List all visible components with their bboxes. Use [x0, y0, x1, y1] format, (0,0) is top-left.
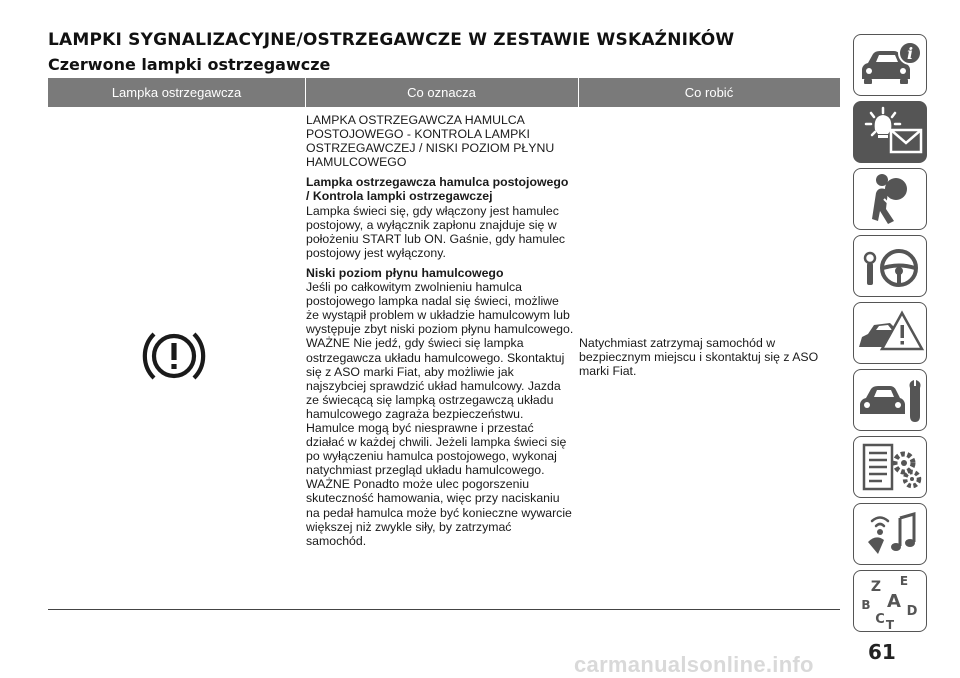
alphabetical-index-icon — [854, 571, 927, 632]
car-info-icon — [854, 35, 927, 96]
emergency-crash-icon — [854, 303, 927, 364]
tab-maintenance[interactable] — [853, 369, 927, 431]
tab-alphabetical-index[interactable] — [853, 570, 927, 632]
section-subtitle: Czerwone lampki ostrzegawcze — [48, 55, 331, 74]
meaning-heading: LAMPKA OSTRZEGAWCZA HAMULCA POSTOJOWEGO - KONTROLA LAMPKI OSTRZEGAWCZEJ / NISKI POZIOM PŁYNU HAMULCOWEGO — [306, 113, 555, 170]
table-header — [48, 78, 840, 107]
index-letter: Z — [870, 579, 882, 595]
section-title-parking-brake: Lampka ostrzegawcza hamulca postojowego / Kontrola lampki ostrzegawczej — [306, 175, 569, 204]
index-letter: E — [899, 574, 909, 588]
column-divider — [578, 78, 579, 107]
warning-text: WAŻNE Nie jedź, gdy świeci się lampka ostrzegawcza układu hamulcowego. Skontaktuj się z ASO marki Fiat, aby możliwie jak najszybciej sprawdzić układ hamulcowy. Jazda ze świecącą się lampką ostrzegawczą układu hamulcowego zagraża bezpieczeństwu. Hamulce mogą być niesprawne i przestać działać w każdej chwili. Jeżeli lampka świeci się po wyłączeniu hamulca postojowego, wykonaj natychmiast przegląd układu hamulcowego. — [306, 336, 567, 478]
meaning-section-parking-brake — [306, 175, 574, 260]
car-maintenance-icon — [854, 370, 927, 431]
meaning-section-brake-fluid — [306, 266, 574, 548]
index-letter: D — [906, 604, 918, 619]
index-letter: B — [861, 598, 871, 612]
index-letter: A — [887, 591, 901, 612]
index-letter: T — [885, 618, 895, 632]
index-letter: C — [875, 612, 885, 627]
page-number: 61 — [868, 640, 896, 664]
tab-safety[interactable] — [853, 168, 927, 230]
page-title: LAMPKI SYGNALIZACYJNE/OSTRZEGAWCZE W ZESTAWIE WSKAŹNIKÓW — [48, 30, 735, 50]
warning-lights-icon — [854, 102, 927, 163]
tab-emergency[interactable] — [853, 302, 927, 364]
tab-car-info[interactable] — [853, 34, 927, 96]
tab-technical-data[interactable] — [853, 436, 927, 498]
section-text-brake-fluid: Jeśli po całkowitym zwolnieniu hamulca postojowego lampka nadal się świeci, możliwe że wystąpił problem w układzie hamulcowym lub występuje zbyt niski poziom płynu hamulcowego. — [306, 280, 574, 337]
action-cell: Natychmiast zatrzymaj samochód w bezpiecznym miejscu i skontaktuj się z ASO marki Fiat. — [579, 336, 819, 379]
brake-warning-icon — [140, 322, 208, 390]
tab-starting-driving[interactable] — [853, 235, 927, 297]
technical-data-icon — [854, 437, 927, 498]
meaning-cell — [306, 113, 574, 554]
column-divider — [305, 78, 306, 107]
column-header-action: Co robić — [684, 85, 734, 100]
svg-text:i: i — [906, 44, 914, 63]
tab-multimedia[interactable] — [853, 503, 927, 565]
warning-text: WAŻNE Ponadto może ulec pogorszeniu skuteczność hamowania, więc przy naciskaniu na pedał hamulca może być konieczne wywarcie większej niż zwykle siły, by zatrzymać samochód. — [306, 477, 572, 548]
tab-warning-lights[interactable] — [853, 101, 927, 163]
watermark: carmanualsonline.info — [574, 652, 814, 677]
column-header-meaning: Co oznacza — [407, 85, 476, 100]
multimedia-icon — [854, 504, 927, 565]
safety-airbag-icon — [854, 169, 927, 230]
section-title-brake-fluid: Niski poziom płynu hamulcowego — [306, 265, 504, 280]
column-header-lamp: Lampka ostrzegawcza — [111, 85, 242, 100]
steering-key-icon — [854, 236, 927, 297]
section-text-parking-brake: Lampka świeci się, gdy włączony jest hamulec postojowy, a wyłącznik zapłonu znajduje się w położeniu START lub ON. Gaśnie, gdy hamulec postojowy jest wyłączony. — [306, 203, 566, 260]
table-bottom-divider — [48, 609, 840, 610]
